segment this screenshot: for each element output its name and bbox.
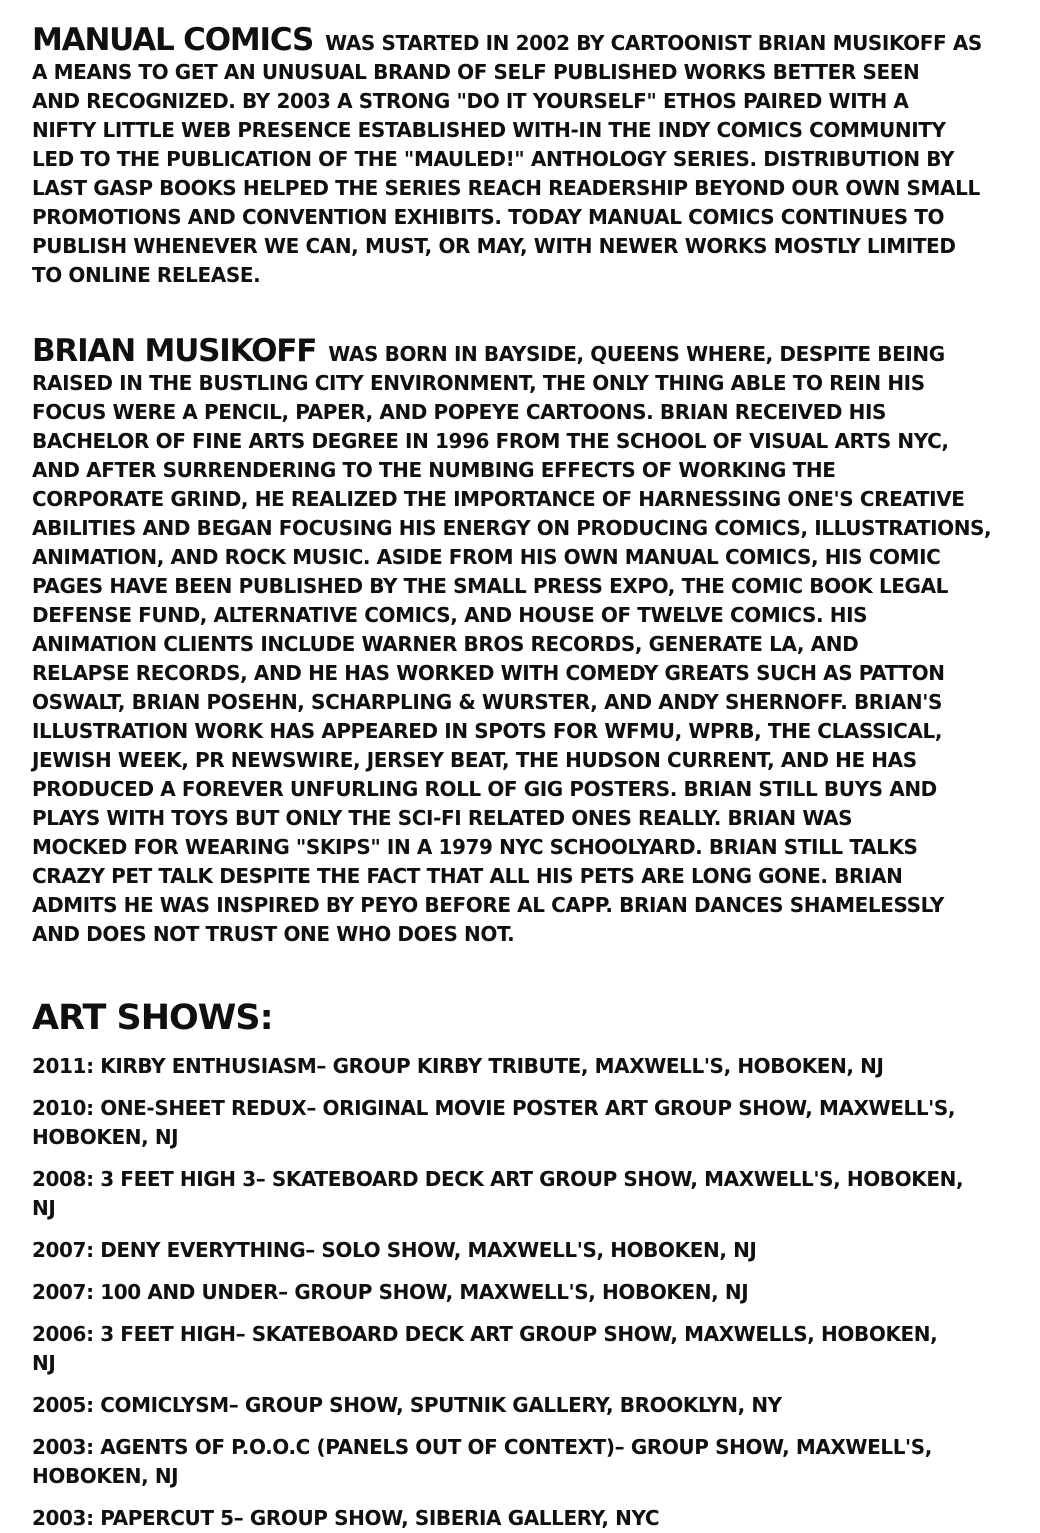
text-line: LED TO THE PUBLICATION OF THE "MAULED!" ANTHOLOGY SERIES. DISTRIBUTION BY <box>32 147 955 171</box>
paragraph-body <box>32 369 1012 949</box>
text-line: AND AFTER SURRENDERING TO THE NUMBING EFFECTS OF WORKING THE <box>32 458 836 482</box>
art-show-entry <box>32 1433 1012 1491</box>
text-line: 2007: DENY EVERYTHING– SOLO SHOW, MAXWELL'S, HOBOKEN, NJ <box>32 1238 757 1262</box>
art-shows-list <box>32 1052 1012 1533</box>
text-line: 2003: AGENTS OF P.O.O.C (PANELS OUT OF CONTEXT)– GROUP SHOW, MAXWELL'S, <box>32 1435 932 1459</box>
bio-paragraph-manual-comics <box>32 22 1012 290</box>
art-show-entry <box>32 1236 1012 1265</box>
text-line <box>32 22 1012 58</box>
text-line: AND RECOGNIZED. BY 2003 A STRONG "DO IT YOURSELF" ETHOS PAIRED WITH A <box>32 89 909 113</box>
text-line: 2007: 100 AND UNDER– GROUP SHOW, MAXWELL'S, HOBOKEN, NJ <box>32 1280 749 1304</box>
art-show-entry <box>32 1052 1012 1081</box>
text-line: HOBOKEN, NJ <box>32 1125 179 1149</box>
text-line: ADMITS HE WAS INSPIRED BY PEYO BEFORE AL CAPP. BRIAN DANCES SHAMELESSLY <box>32 893 944 917</box>
text-line <box>32 333 1012 369</box>
text-line: PRODUCED A FOREVER UNFURLING ROLL OF GIG POSTERS. BRIAN STILL BUYS AND <box>32 777 937 801</box>
text-line: PLAYS WITH TOYS BUT ONLY THE SCI-FI RELATED ONES REALLY. BRIAN WAS <box>32 806 853 830</box>
text-line: ILLUSTRATION WORK HAS APPEARED IN SPOTS FOR WFMU, WPRB, THE CLASSICAL, <box>32 719 943 743</box>
text-line: TO ONLINE RELEASE. <box>32 263 261 287</box>
art-show-entry <box>32 1278 1012 1307</box>
art-shows-section <box>32 996 1012 1533</box>
text-line: HOBOKEN, NJ <box>32 1464 179 1488</box>
text-line: BACHELOR OF FINE ARTS DEGREE IN 1996 FROM THE SCHOOL OF VISUAL ARTS NYC, <box>32 429 949 453</box>
text-line: ANIMATION CLIENTS INCLUDE WARNER BROS RECORDS, GENERATE LA, AND <box>32 632 859 656</box>
paragraph-text: WAS BORN IN BAYSIDE, QUEENS WHERE, DESPITE BEING <box>328 342 945 366</box>
text-line: FOCUS WERE A PENCIL, PAPER, AND POPEYE CARTOONS. BRIAN RECEIVED HIS <box>32 400 887 424</box>
paragraph-body <box>32 58 1012 290</box>
art-shows-title: ART SHOWS: <box>32 998 273 1038</box>
text-line: CORPORATE GRIND, HE REALIZED THE IMPORTANCE OF HARNESSING ONE'S CREATIVE <box>32 487 965 511</box>
text-line: PUBLISH WHENEVER WE CAN, MUST, OR MAY, WITH NEWER WORKS MOSTLY LIMITED <box>32 234 956 258</box>
text-line: 2006: 3 FEET HIGH– SKATEBOARD DECK ART GROUP SHOW, MAXWELLS, HOBOKEN, <box>32 1322 938 1346</box>
text-line: NJ <box>32 1196 56 1220</box>
text-line: JEWISH WEEK, PR NEWSWIRE, JERSEY BEAT, THE HUDSON CURRENT, AND HE HAS <box>32 748 917 772</box>
section-header-manual-comics: MANUAL COMICS <box>32 22 314 58</box>
text-line: LAST GASP BOOKS HELPED THE SERIES REACH READERSHIP BEYOND OUR OWN SMALL <box>32 176 980 200</box>
text-line: 2011: KIRBY ENTHUSIASM– GROUP KIRBY TRIBUTE, MAXWELL'S, HOBOKEN, NJ <box>32 1054 884 1078</box>
section-header-brian-musikoff: BRIAN MUSIKOFF <box>32 333 317 369</box>
text-line: PAGES HAVE BEEN PUBLISHED BY THE SMALL PRESS EXPO, THE COMIC BOOK LEGAL <box>32 574 948 598</box>
text-line: CRAZY PET TALK DESPITE THE FACT THAT ALL HIS PETS ARE LONG GONE. BRIAN <box>32 864 903 888</box>
art-show-entry <box>32 1165 1012 1223</box>
text-line: RELAPSE RECORDS, AND HE HAS WORKED WITH COMEDY GREATS SUCH AS PATTON <box>32 661 945 685</box>
text-line: A MEANS TO GET AN UNUSUAL BRAND OF SELF PUBLISHED WORKS BETTER SEEN <box>32 60 920 84</box>
art-show-entry <box>32 1391 1012 1420</box>
text-line: ANIMATION, AND ROCK MUSIC. ASIDE FROM HIS OWN MANUAL COMICS, HIS COMIC <box>32 545 941 569</box>
text-line: MOCKED FOR WEARING "SKIPS" IN A 1979 NYC SCHOOLYARD. BRIAN STILL TALKS <box>32 835 918 859</box>
text-line: RAISED IN THE BUSTLING CITY ENVIRONMENT, THE ONLY THING ABLE TO REIN HIS <box>32 371 925 395</box>
text-line: OSWALT, BRIAN POSEHN, SCHARPLING & WURSTER, AND ANDY SHERNOFF. BRIAN'S <box>32 690 942 714</box>
text-line: NJ <box>32 1351 56 1375</box>
text-line: 2003: PAPERCUT 5– GROUP SHOW, SIBERIA GALLERY, NYC <box>32 1506 660 1530</box>
text-line: 2005: COMICLYSM– GROUP SHOW, SPUTNIK GALLERY, BROOKLYN, NY <box>32 1393 782 1417</box>
art-show-entry <box>32 1094 1012 1152</box>
text-line: ABILITIES AND BEGAN FOCUSING HIS ENERGY ON PRODUCING COMICS, ILLUSTRATIONS, <box>32 516 992 540</box>
art-show-entry <box>32 1504 1012 1533</box>
bio-paragraph-brian-musikoff <box>32 333 1012 949</box>
text-line: DEFENSE FUND, ALTERNATIVE COMICS, AND HOUSE OF TWELVE COMICS. HIS <box>32 603 868 627</box>
text-line: 2010: ONE-SHEET REDUX– ORIGINAL MOVIE POSTER ART GROUP SHOW, MAXWELL'S, <box>32 1096 956 1120</box>
text-line: 2008: 3 FEET HIGH 3– SKATEBOARD DECK ART GROUP SHOW, MAXWELL'S, HOBOKEN, <box>32 1167 964 1191</box>
text-line: AND DOES NOT TRUST ONE WHO DOES NOT. <box>32 922 515 946</box>
text-line: NIFTY LITTLE WEB PRESENCE ESTABLISHED WITH-IN THE INDY COMICS COMMUNITY <box>32 118 946 142</box>
paragraph-text: WAS STARTED IN 2002 BY CARTOONIST BRIAN MUSIKOFF AS <box>325 31 982 55</box>
text-line: PROMOTIONS AND CONVENTION EXHIBITS. TODAY MANUAL COMICS CONTINUES TO <box>32 205 945 229</box>
art-show-entry <box>32 1320 1012 1378</box>
